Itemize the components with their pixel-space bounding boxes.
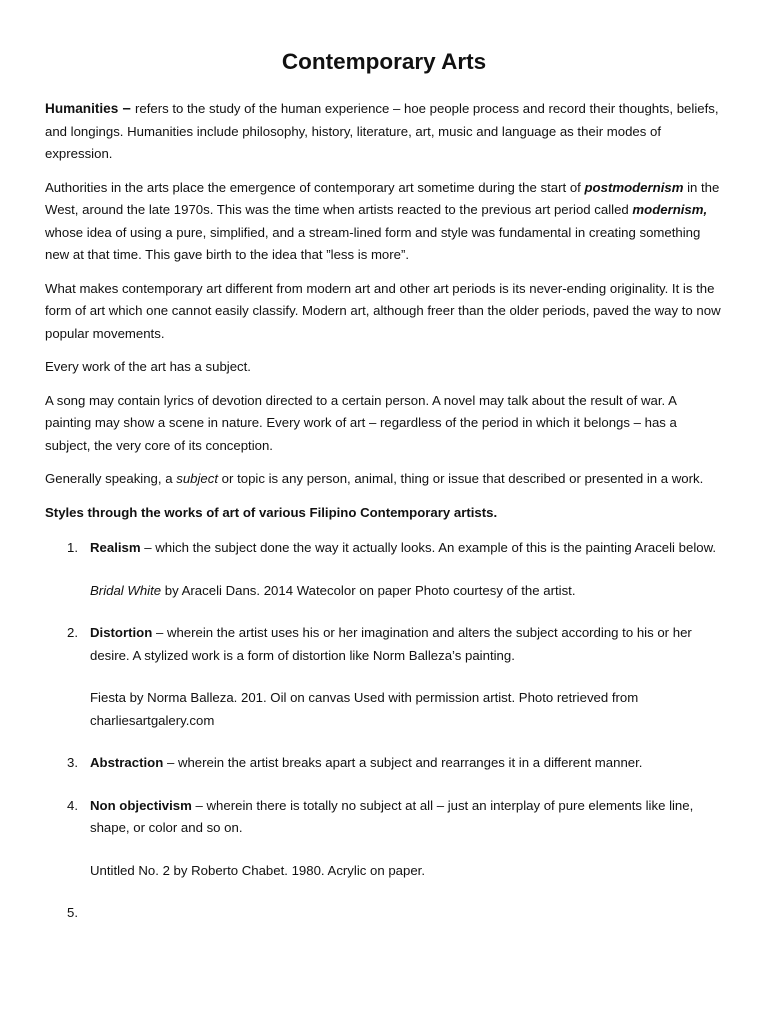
list-item-text <box>90 795 725 840</box>
style-description: – which the subject done the way it actually looks. An example of this is the painting Araceli below. <box>140 540 717 555</box>
humanities-term: Humanities <box>45 101 119 116</box>
authorities-paragraph <box>45 177 725 267</box>
styles-heading-text: Styles through the works of art of various Filipino Contemporary artists. <box>45 504 498 520</box>
examples-paragraph: A song may contain lyrics of devotion directed to a certain person. A novel may talk about the result of war. A painting may show a scene in nature. Every work of art – regardless of the period in which it belongs – has a subject, the very core of its conception. <box>45 392 677 453</box>
artwork-credit: by Araceli Dans. 2014 Watecolor on paper Photo courtesy of the artist. <box>161 582 576 598</box>
subject-term: subject <box>176 471 219 486</box>
list-item-text <box>90 902 725 925</box>
artwork-caption: Untitled No. 2 by Roberto Chabet. 1980. Acrylic on paper. <box>90 862 426 878</box>
style-term: Abstraction <box>90 755 164 770</box>
styles-heading <box>45 502 725 525</box>
styles-list <box>45 537 725 925</box>
list-item-realism <box>45 537 725 602</box>
artwork-title: Bridal White <box>90 582 162 598</box>
list-item-text <box>90 622 725 667</box>
humanities-definition: refers to the study of the human experience – hoe people process and record their thoughts, beliefs, and longings. Humanities include philosophy, history, literature, art, music and language as their modes of expression. <box>45 101 719 161</box>
artwork-caption: Fiesta by Norma Balleza. 201. Oil on canvas Used with permission artist. Photo retrieved from charliesartgalery.com <box>90 690 639 728</box>
authorities-text-b: in the West, around the late 1970s. This was the time when artists reacted to the previous art period called <box>45 179 720 217</box>
subject-def-text-a: Generally speaking, a <box>45 471 177 486</box>
list-item-distortion <box>45 622 725 732</box>
subject-def-text-b: or topic is any person, animal, thing or issue that described or presented in a work. <box>218 471 704 486</box>
style-description: – wherein there is totally no subject at all – just an interplay of pure elements like line, shape, or color and so on. <box>90 797 694 835</box>
list-number: 3. <box>67 755 78 770</box>
term-dash: – <box>118 100 135 117</box>
humanities-paragraph <box>45 98 725 166</box>
list-number: 2. <box>67 625 78 640</box>
list-number: 1. <box>67 540 78 555</box>
list-item-abstraction <box>45 752 725 775</box>
artwork-caption <box>90 580 725 603</box>
originality-paragraph: What makes contemporary art different from modern art and other art periods is its never-ending originality. It is the form of art which one cannot easily classify. Modern art, although freer than the older periods, paved the way to now popular movements. <box>45 280 721 341</box>
page-title: Contemporary Arts <box>281 49 487 74</box>
postmodernism-term: postmodernism <box>584 179 684 195</box>
list-item-text <box>90 752 725 775</box>
subject-statement: Every work of the art has a subject. <box>45 359 251 374</box>
subject-definition-paragraph <box>45 468 725 491</box>
modernism-term: modernism, <box>632 202 708 217</box>
list-number: 4. <box>67 797 78 813</box>
list-item-non-objectivism <box>45 795 725 883</box>
style-term: Realism <box>90 540 141 555</box>
list-item-5 <box>45 902 725 925</box>
style-term: Distortion <box>90 625 153 640</box>
document-body <box>45 98 725 945</box>
style-description: – wherein the artist breaks apart a subject and rearranges it in a different manner. <box>163 755 643 770</box>
authorities-text-c: whose idea of using a pure, simplified, and a stream-lined form and style was fundamental in creating something new at that time. This gave birth to the idea that ”less is more”. <box>45 224 701 262</box>
style-description: – wherein the artist uses his or her imagination and alters the subject according to his or her desire. A stylized work is a form of distortion like Norm Balleza’s painting. <box>90 625 692 663</box>
list-item-text <box>90 537 725 560</box>
authorities-text-a: Authorities in the arts place the emergence of contemporary art sometime during the start of <box>45 179 585 195</box>
list-number: 5. <box>67 905 78 920</box>
style-term: Non objectivism <box>90 797 192 813</box>
